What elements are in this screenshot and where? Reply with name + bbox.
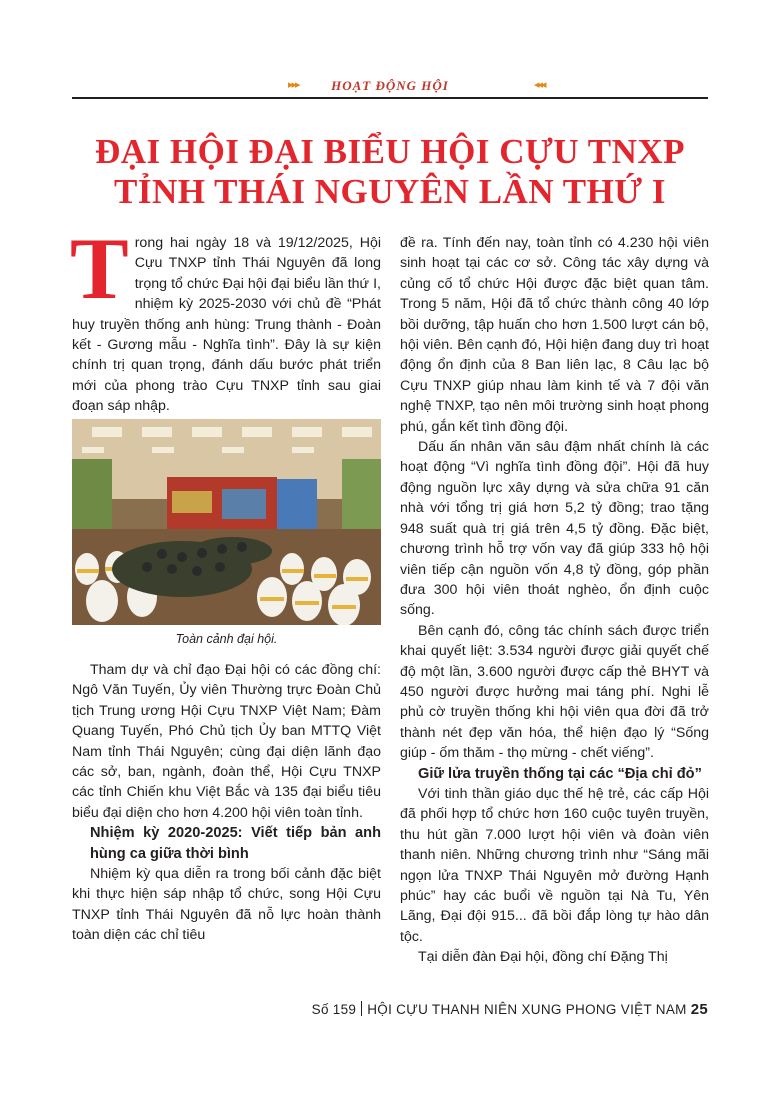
section-header [72,76,708,98]
page-footer [312,1001,708,1018]
paragraph-term-continued: đề ra. Tính đến nay, toàn tỉnh có 4.230 hội viên sinh hoạt tại các cơ sở. Công tác xây dựng và củng cố tổ chức Hội được đặc biệt quan tâm. Trong 5 năm, Hội đã tổ chức thành công 40 lớp bồi dưỡng, tập huấn cho hơn 1.500 lượt cán bộ, hội viên. Bên cạnh đó, Hội hiện đang duy trì hoạt động ổn định của 8 Ban liên lạc, 8 Câu lạc bộ Cựu TNXP giúp nhau làm kinh tế và 7 đội văn nghệ TNXP, tạo nên môi trường sinh hoạt phong phú, gắn kết tình đồng đội. [400,235,709,435]
paragraph-term-intro: Nhiệm kỳ qua diễn ra trong bối cảnh đặc biệt khi thực hiện sáp nhập tổ chức, song Hội Cựu TNXP tỉnh Thái Nguyên đã nỗ lực hoàn thành toàn diện các chỉ tiêu [72,866,381,944]
section-rule [72,97,708,99]
article-title-line1: ĐẠI HỘI ĐẠI BIỂU HỘI CỰU TNXP [94,132,686,171]
footer-separator [361,1001,362,1016]
page-number: 25 [690,1001,708,1018]
drop-cap: T [70,221,129,318]
lead-paragraph [70,221,381,417]
article-title-line2: TỈNH THÁI NGUYÊN LẦN THỨ I [113,172,667,211]
paragraph-forum: Tại diễn đàn Đại hội, đồng chí Đặng Thị [418,949,668,966]
column-right [400,233,709,968]
arrows-right-icon: ◂◂◂ [534,79,545,91]
paragraph-education: Với tinh thần giáo dục thế hệ trẻ, các cấp Hội đã phối hợp tổ chức hơn 160 cuộc tuyên truyền, thu hút gần 7.000 lượt hội viên và đoàn viên thanh niên. Những chương trình như “Sáng mãi ngọn lửa TNXP Thái Nguyên mở đường Hạnh phúc” hay các buổi về nguồn tại Nà Tu, Yên Lãng, Đại đội 915... đã bồi đắp lòng tự hào dân tộc. [400,785,709,945]
arrows-left-icon: ▸▸▸ [288,79,299,91]
subheading-term: Nhiệm kỳ 2020-2025: Viết tiếp bản anh hùng ca giữa thời bình [90,825,381,862]
column-left-top [70,221,381,417]
paragraph-policy: Bên cạnh đó, công tác chính sách được triển khai quyết liệt: 3.534 người được giải quyết chế độ một lần, 3.600 người được cấp thẻ BHYT và 450 người được hưởng mai táng phí. Nghi lễ phủ cờ truyền thống khi hội viên qua đời đã trở thành nét đẹp văn hóa, thể hiện đạo lý “Sống giúp - ốm thăm - thọ mừng - chết viếng”. [400,622,709,762]
issue-number: Số 159 [311,1002,357,1017]
subheading-red-addresses: Giữ lửa truyền thống tại các “Địa chỉ đỏ” [418,765,702,782]
conference-hall-image [72,419,381,625]
paragraph-comradeship: Dấu ấn nhân văn sâu đậm nhất chính là các hoạt động “Vì nghĩa tình đồng đội”. Hội đã huy động nguồn lực xây dựng và sửa chữa 91 căn nhà với tổng trị giá hơn 5,2 tỷ đồng; trao tặng 948 suất quà trị giá trên 4,5 tỷ đồng. Đặc biệt, chương trình hỗ trợ vốn vay đã giúp 333 hộ hội viên tiếp cận nguồn vốn 4,8 tỷ đồng, góp phần đưa 300 hội viên thoát nghèo, ổn định cuộc sống. [400,439,709,619]
column-left-bottom [72,660,381,946]
section-label: HOẠT ĐỘNG HỘI [331,78,449,93]
conference-photo [72,419,381,625]
publication-name: HỘI CỰU THANH NIÊN XUNG PHONG VIỆT NAM [367,1002,687,1017]
paragraph-attendees: Tham dự và chỉ đạo Đại hội có các đồng chí: Ngô Văn Tuyến, Ủy viên Thường trực Đoàn Chủ tịch Trung ương Hội Cựu TNXP Việt Nam; Đàm Quang Tuyến, Phó Chủ tịch Ủy ban MTTQ Việt Nam tỉnh Thái Nguyên; cùng đại diện lãnh đạo các sở, ban, ngành, đoàn thể, Hội Cựu TNXP các tỉnh Chiến khu Việt Bắc và 135 đại biểu tiêu biểu đại diện cho hơn 4.200 hội viên toàn tỉnh. [72,662,381,821]
photo-caption: Toàn cảnh đại hội. [175,632,278,646]
lead-text: rong hai ngày 18 và 19/12/2025, Hội Cựu TNXP tỉnh Thái Nguyên đã long trọng tổ chức Đại hội đại biểu lần thứ I, nhiệm kỳ 2025-2030 với chủ đề “Phát huy truyền thống anh hùng: Trung thành - Đoàn kết - Gương mẫu - Nghĩa tình”. Đây là sự kiện chính trị quan trọng, đánh dấu bước phát triển mới của phong trào Cựu TNXP tỉnh sau giai đoạn sáp nhập. [72,235,381,415]
